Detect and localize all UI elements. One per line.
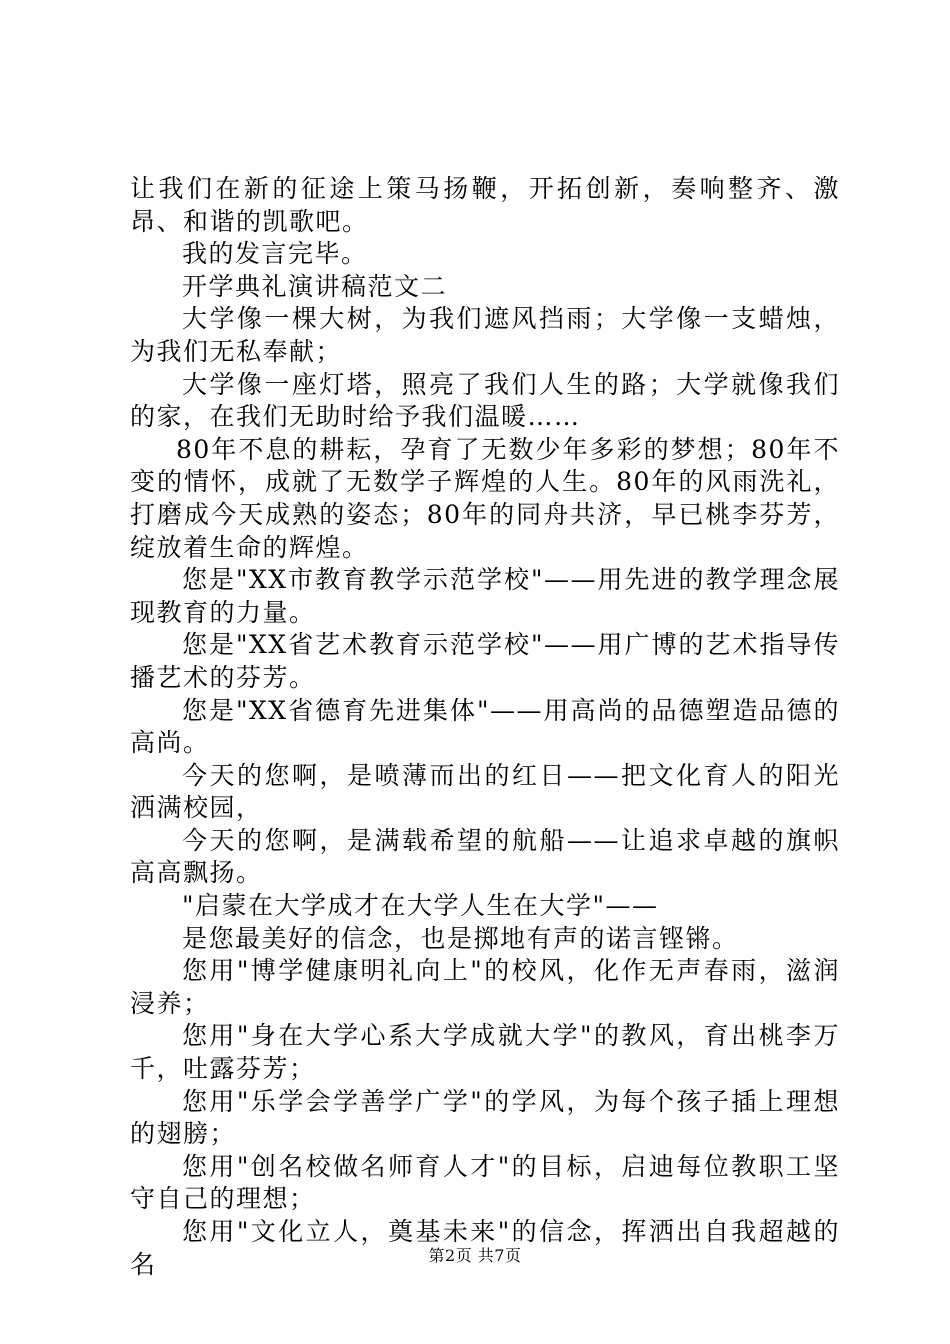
paragraph: 您用"文化立人，奠基未来"的信念，挥洒出自我超越的名	[130, 1217, 840, 1279]
paragraph: 是您最美好的信念，也是掷地有声的诺言铿锵。	[182, 923, 739, 953]
paragraph: 您用"创名校做名师育人才"的目标，启迪每位教职工坚守自己的理想；	[130, 1151, 840, 1214]
paragraph: 今天的您啊，是满载希望的航船——让追求卓越的旗帜高高飘扬。	[130, 825, 840, 888]
paragraph: "启蒙在大学成才在大学人生在大学"——	[182, 891, 659, 921]
paragraph: 今天的您啊，是喷薄而出的红日——把文化育人的阳光洒满校园，	[130, 760, 840, 823]
paragraph: 您是"XX省德育先进集体"——用高尚的品德塑造品德的高尚。	[130, 695, 840, 758]
document-body	[130, 173, 840, 1281]
paragraph: 您是"XX市教育教学示范学校"——用先进的教学理念展现教育的力量。	[130, 565, 840, 627]
page-number-footer: 第2页 共7页	[428, 1246, 522, 1265]
paragraph: 我的发言完毕。	[182, 239, 368, 269]
paragraph: 您用"博学健康明礼向上"的校风，化作无声春雨，滋润浸养；	[130, 956, 840, 1018]
paragraph: 大学像一座灯塔，照亮了我们人生的路；大学就像我们的家，在我们无助时给予我们温暖……	[130, 369, 840, 432]
paragraph: 您用"乐学会学善学广学"的学风，为每个孩子插上理想的翅膀；	[130, 1086, 840, 1149]
paragraph: 大学像一棵大树，为我们遮风挡雨；大学像一支蜡烛，为我们无私奉献；	[130, 304, 840, 366]
section-heading: 开学典礼演讲稿范文二	[182, 271, 448, 301]
paragraph: 您是"XX省艺术教育示范学校"——用广博的艺术指导传播艺术的芬芳。	[130, 630, 840, 692]
paragraph: 让我们在新的征途上策马扬鞭，开拓创新，奏响整齐、激昂、和谐的凯歌吧。	[130, 174, 840, 236]
paragraph: 80年不息的耕耘，孕育了无数少年多彩的梦想；80年不变的情怀，成就了无数学子辉煌的人生。80年的风雨洗礼，打磨成今天成熟的姿态；80年的同舟共济，早已桃李芬芳，绽放着生命的辉煌。	[130, 434, 840, 562]
paragraph: 您用"身在大学心系大学成就大学"的教风，育出桃李万千，吐露芬芳；	[130, 1021, 840, 1084]
